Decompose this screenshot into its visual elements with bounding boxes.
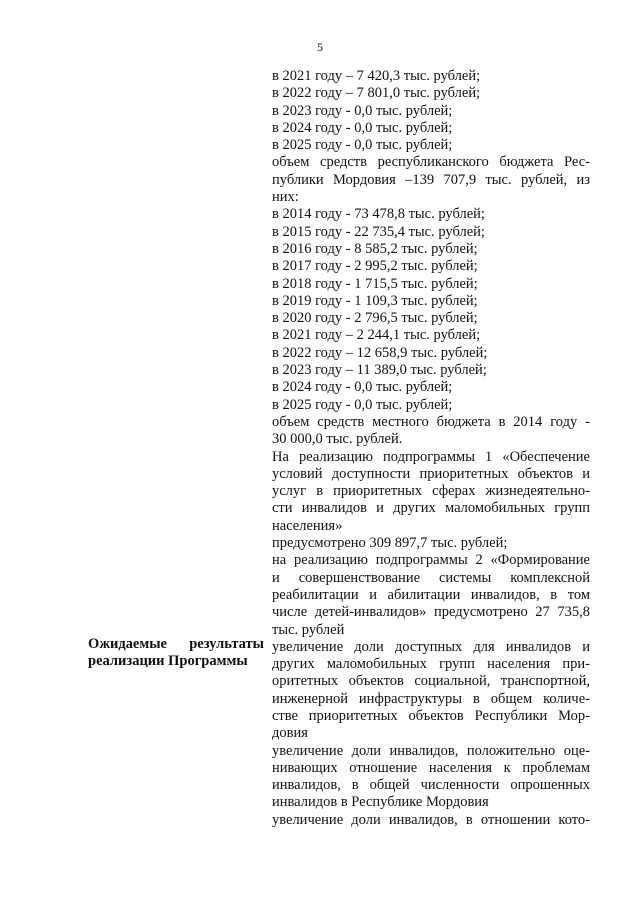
- subprogram1-line: На реализацию подпрограммы 1 «Обеспечение: [272, 448, 590, 465]
- result-line: инвалидов в Республике Мордовия: [272, 794, 489, 811]
- funding-line: в 2020 году - 2 796,5 тыс. рублей;: [272, 310, 478, 327]
- funding-line: в 2024 году - 0,0 тыс. рублей;: [272, 119, 453, 136]
- result-line: оритетных объектов социальной, транспортной,: [272, 673, 590, 690]
- funding-line: в 2021 году – 7 420,3 тыс. рублей;: [272, 68, 481, 84]
- subprogram2-line: на реализацию подпрограммы 2 «Формирование: [272, 552, 590, 569]
- result-line: других маломобильных групп населения при-: [272, 656, 590, 673]
- funding-line: в 2015 году - 22 735,4 тыс. рублей;: [272, 223, 485, 240]
- local-budget-line: 30 000,0 тыс. рублей.: [272, 431, 403, 448]
- funding-line: в 2022 году – 7 801,0 тыс. рублей;: [272, 85, 481, 102]
- result-line: довия: [272, 725, 308, 742]
- republic-budget-line: них:: [272, 189, 299, 206]
- subprogram1-line: услуг в приоритетных сферах жизнедеятельно-: [272, 483, 590, 500]
- republic-budget-line: публики Мордовия –139 707,9 тыс. рублей, из: [272, 171, 590, 188]
- funding-line: в 2023 году - 0,0 тыс. рублей;: [272, 102, 453, 119]
- result-line: увеличение доли инвалидов, положительно оце-: [272, 742, 590, 759]
- result-line: инженерной инфраструктуры в общем количе-: [272, 690, 590, 707]
- funding-line: в 2022 году – 12 658,9 тыс. рублей;: [272, 344, 488, 361]
- subprogram2-line: тыс. рублей: [272, 621, 345, 638]
- subprogram2-line: числе детей-инвалидов» предусмотрено 27 735,8: [272, 604, 590, 621]
- funding-line: в 2018 году - 1 715,5 тыс. рублей;: [272, 275, 478, 292]
- funding-line: в 2017 году - 2 995,2 тыс. рублей;: [272, 258, 478, 275]
- funding-line: в 2025 году - 0,0 тыс. рублей;: [272, 396, 453, 413]
- heading-line: Ожидаемые результаты: [88, 636, 264, 652]
- result-line: увеличение доли доступных для инвалидов и: [272, 638, 590, 655]
- results-heading: [88, 636, 264, 671]
- funding-line: в 2024 году - 0,0 тыс. рублей;: [272, 379, 453, 396]
- funding-line: в 2014 году - 73 478,8 тыс. рублей;: [272, 206, 485, 223]
- funding-line: в 2023 году – 11 389,0 тыс. рублей;: [272, 362, 487, 379]
- heading-line: реализации Программы: [88, 653, 248, 670]
- subprogram2-line: реабилитации и абилитации инвалидов, в том: [272, 586, 590, 603]
- subprogram1-line: предусмотрено 309 897,7 тыс. рублей;: [272, 535, 508, 552]
- subprogram1-line: сти инвалидов и других маломобильных групп: [272, 500, 590, 517]
- page-number: 5: [317, 40, 323, 54]
- result-line: нивающих отношение населения к проблемам: [272, 759, 590, 776]
- republic-budget-line: объем средств республиканского бюджета Рес-: [272, 154, 590, 171]
- subprogram2-line: и совершенствование системы комплексной: [272, 569, 590, 586]
- result-line: стве приоритетных объектов Республики Мор-: [272, 707, 590, 724]
- local-budget-line: объем средств местного бюджета в 2014 году -: [272, 413, 590, 430]
- funding-line: в 2025 году - 0,0 тыс. рублей;: [272, 137, 453, 154]
- right-column-text: [272, 68, 590, 829]
- subprogram1-line: населения»: [272, 517, 343, 534]
- funding-line: в 2019 году - 1 109,3 тыс. рублей;: [272, 292, 478, 309]
- funding-line: в 2021 году – 2 244,1 тыс. рублей;: [272, 327, 481, 344]
- funding-line: в 2016 году - 8 585,2 тыс. рублей;: [272, 240, 478, 257]
- result-line: инвалидов, в общей численности опрошенных: [272, 777, 590, 794]
- result-line: увеличение доли инвалидов, в отношении кото-: [272, 811, 590, 828]
- subprogram1-line: условий доступности приоритетных объектов и: [272, 465, 590, 482]
